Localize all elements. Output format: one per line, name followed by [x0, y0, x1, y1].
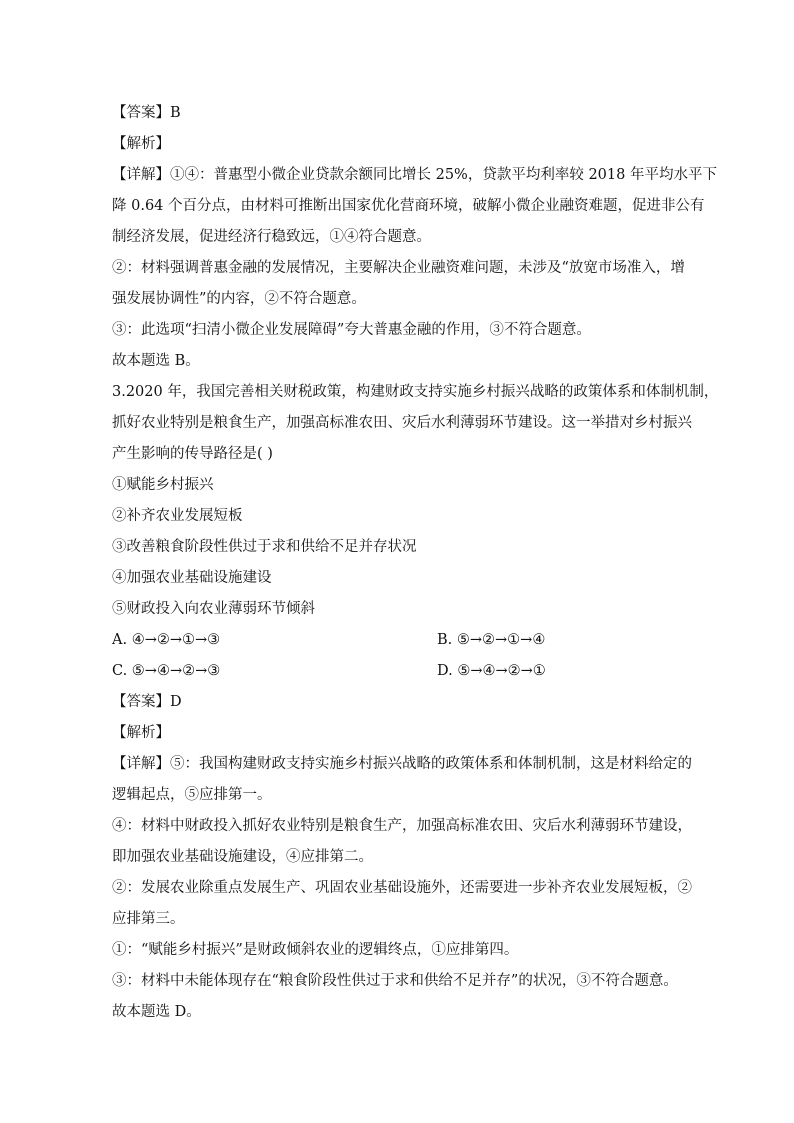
- q3-item-2: ②补齐农业发展短板: [112, 508, 243, 524]
- q2-detail-line-6: ③：此选项“扫清小微企业发展障碍”夸大普惠金融的作用，③不符合题意。: [112, 322, 591, 338]
- q3-answer-value: D: [170, 694, 182, 710]
- q3-detail-line-4: 即加强农业基础设施建设，④应排第二。: [112, 849, 373, 865]
- q3-detail-line-6: 应排第三。: [112, 911, 185, 927]
- q3-detail-line-2: 逻辑起点，⑤应排第一。: [112, 787, 272, 803]
- q2-analysis-label: 【解析】: [112, 136, 170, 152]
- q3-option-b: B. ⑤→②→①→④: [437, 632, 546, 648]
- q3-option-c: C. ⑤→④→②→③: [112, 663, 221, 679]
- q3-item-1: ①赋能乡村振兴: [112, 477, 214, 493]
- q3-detail-line-8: ③：材料中未能体现存在“粮食阶段性供过于求和供给不足并存”的状况，③不符合题意。: [112, 973, 678, 989]
- q2-detail-line-4: ②：材料强调普惠金融的发展情况，主要解决企业融资难问题，未涉及“放宽市场准入，增: [112, 260, 685, 276]
- q3-stem-line-1: 3.2020 年，我国完善相关财税政策，构建财政支持实施乡村振兴战略的政策体系和体制机制，: [112, 384, 719, 400]
- q3-stem-line-2: 抓好农业特别是粮食生产，加强高标准农田、灾后水利薄弱环节建设。这一举措对乡村振兴: [112, 415, 692, 431]
- q2-detail-line-2: 降 0.64 个百分点，由材料可推断出国家优化营商环境，破解小微企业融资难题，促进非公有: [112, 198, 705, 214]
- q3-conclusion: 故本题选 D。: [112, 1004, 201, 1020]
- q3-option-d: D. ⑤→④→②→①: [437, 663, 546, 679]
- q3-item-4: ④加强农业基础设施建设: [112, 570, 272, 586]
- q2-answer-value: B: [170, 105, 181, 121]
- q2-detail-line-3: 制经济发展，促进经济行稳致远，①④符合题意。: [112, 229, 431, 245]
- q2-answer-label: 【答案】: [112, 105, 170, 121]
- q2-conclusion: 故本题选 B。: [112, 353, 200, 369]
- q3-detail-label: 【详解】: [112, 756, 170, 772]
- q3-option-a: A. ④→②→①→③: [112, 632, 221, 648]
- q3-detail-line-5: ②：发展农业除重点发展生产、巩固农业基础设施外，还需要进一步补齐农业发展短板，②: [112, 880, 692, 896]
- q2-detail-line-5: 强发展协调性”的内容，②不符合题意。: [112, 291, 366, 307]
- q3-detail-text: ⑤：我国构建财政支持实施乡村振兴战略的政策体系和体制机制，这是材料给定的: [170, 756, 692, 772]
- q3-answer-label: 【答案】: [112, 694, 170, 710]
- q2-detail-label: 【详解】: [112, 167, 170, 183]
- q2-answer: [112, 103, 682, 123]
- q2-detail-text: ①④：普惠型小微企业贷款余额同比增长 25%，贷款平均利率较 2018 年平均水平下: [170, 167, 717, 183]
- q2-detail-line-1: [112, 165, 717, 185]
- q3-detail-line-7: ①：“赋能乡村振兴”是财政倾斜农业的逻辑终点，①应排第四。: [112, 942, 519, 958]
- q3-analysis-label: 【解析】: [112, 725, 170, 741]
- q3-answer: [112, 692, 682, 712]
- q3-detail-line-3: ④：材料中财政投入抓好农业特别是粮食生产，加强高标准农田、灾后水利薄弱环节建设，: [112, 818, 692, 834]
- q3-detail-line-1: [112, 754, 692, 774]
- q3-stem-line-3: 产生影响的传导路径是( ): [112, 446, 273, 462]
- q3-item-3: ③改善粮食阶段性供过于求和供给不足并存状况: [112, 539, 417, 555]
- q3-item-5: ⑤财政投入向农业薄弱环节倾斜: [112, 601, 315, 617]
